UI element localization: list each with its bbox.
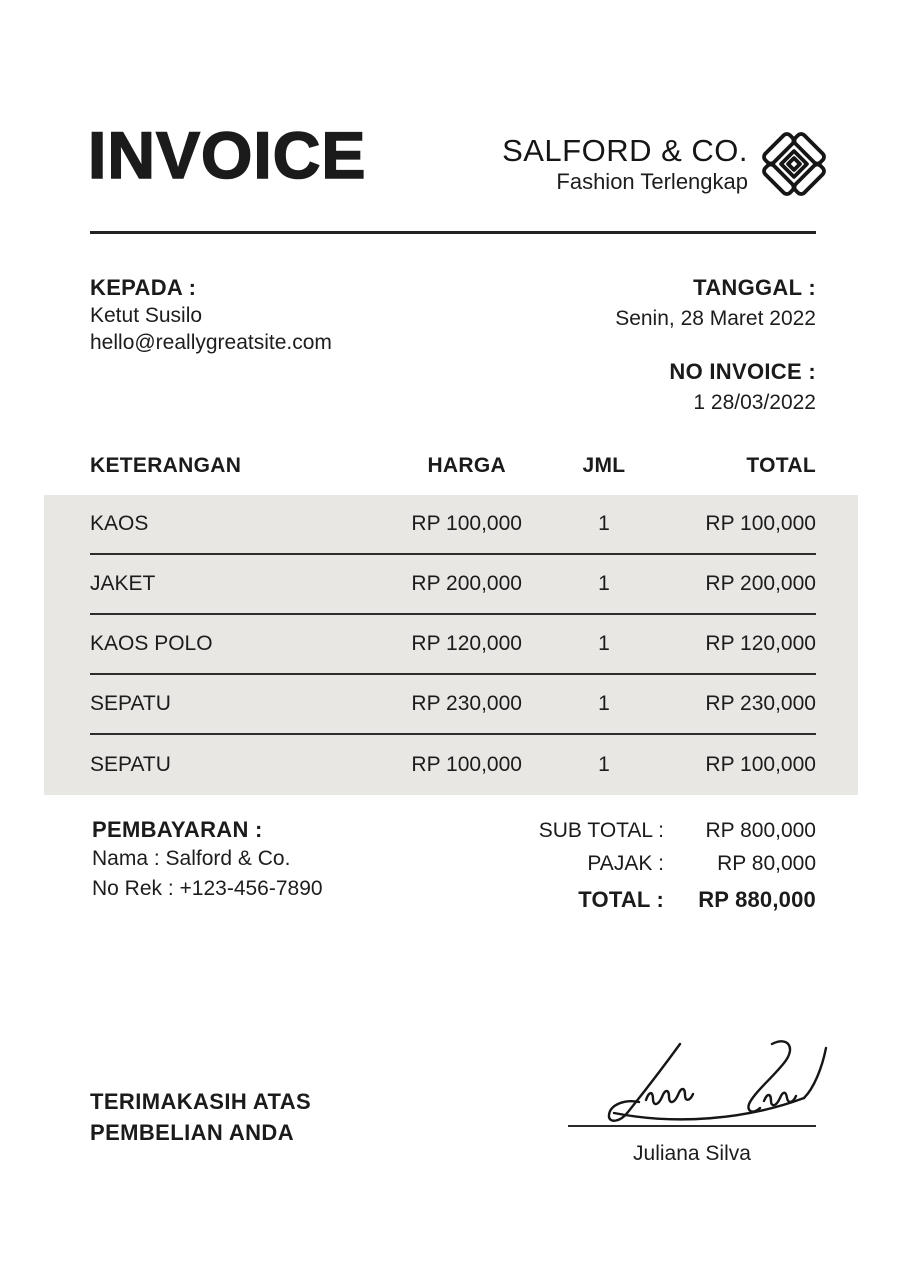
subtotal-value: RP 800,000 xyxy=(705,819,816,842)
table-row xyxy=(44,495,858,555)
thank-you-line2: PEMBELIAN ANDA xyxy=(90,1120,295,1145)
table-row xyxy=(44,615,858,675)
cell-total: RP 100,000 xyxy=(705,512,816,535)
cell-price: RP 200,000 xyxy=(411,572,522,595)
col-header-price: HARGA xyxy=(427,454,506,477)
table-row xyxy=(44,675,858,735)
col-header-qty: JML xyxy=(582,454,626,477)
cell-price: RP 230,000 xyxy=(411,692,522,715)
cell-item: SEPATU xyxy=(90,753,171,776)
table-body xyxy=(44,495,858,795)
cell-qty: 1 xyxy=(598,692,610,715)
invoice-number-value: 1 28/03/2022 xyxy=(693,391,816,414)
tax-label: PAJAK : xyxy=(587,852,664,875)
payment-label: PEMBAYARAN : xyxy=(92,817,263,842)
date-value: Senin, 28 Maret 2022 xyxy=(615,307,816,330)
company-header xyxy=(502,126,832,202)
thank-you-note xyxy=(90,1086,311,1148)
date-label: TANGGAL : xyxy=(693,275,816,300)
cell-item: JAKET xyxy=(90,572,156,595)
invoice-number-label: NO INVOICE : xyxy=(669,359,816,384)
cell-item: KAOS POLO xyxy=(90,632,213,655)
company-tagline: Fashion Terlengkap xyxy=(556,169,748,194)
invoice-meta-block xyxy=(615,274,816,416)
tax-value: RP 80,000 xyxy=(717,852,816,875)
cell-price: RP 100,000 xyxy=(411,512,522,535)
total-row xyxy=(539,885,816,915)
recipient-label: KEPADA : xyxy=(90,275,197,300)
tax-row xyxy=(539,849,816,879)
total-label: TOTAL : xyxy=(578,887,664,912)
table-header-row xyxy=(90,452,816,480)
cell-price: RP 120,000 xyxy=(411,632,522,655)
payment-block xyxy=(92,816,323,904)
cell-qty: 1 xyxy=(598,753,610,776)
header-divider xyxy=(90,231,816,234)
table-row xyxy=(44,555,858,615)
cell-total: RP 120,000 xyxy=(705,632,816,655)
company-text xyxy=(502,133,748,195)
cell-total: RP 100,000 xyxy=(705,753,816,776)
col-header-total: TOTAL xyxy=(746,454,816,477)
thank-you-line1: TERIMAKASIH ATAS xyxy=(90,1089,312,1114)
signature-line xyxy=(568,1125,816,1127)
payment-name: Nama : Salford & Co. xyxy=(92,847,291,870)
payment-account: No Rek : +123-456-7890 xyxy=(92,877,323,900)
cell-item: SEPATU xyxy=(90,692,171,715)
company-logo-icon xyxy=(756,126,832,202)
summary-block xyxy=(539,816,816,918)
col-header-item: KETERANGAN xyxy=(90,454,242,477)
cell-item: KAOS xyxy=(90,512,149,535)
recipient-email: hello@reallygreatsite.com xyxy=(90,331,332,354)
cell-total: RP 230,000 xyxy=(705,692,816,715)
cell-qty: 1 xyxy=(598,512,610,535)
cell-total: RP 200,000 xyxy=(705,572,816,595)
recipient-name: Ketut Susilo xyxy=(90,304,203,327)
recipient-block xyxy=(90,274,332,356)
signature-name: Juliana Silva xyxy=(633,1142,751,1165)
signature-graphic xyxy=(560,1038,832,1124)
page-title: INVOICE xyxy=(88,118,367,192)
cell-price: RP 100,000 xyxy=(411,753,522,776)
subtotal-label: SUB TOTAL : xyxy=(538,819,664,842)
company-name: SALFORD & CO. xyxy=(502,133,748,168)
cell-qty: 1 xyxy=(598,572,610,595)
table-row xyxy=(44,735,858,795)
cell-qty: 1 xyxy=(598,632,610,655)
subtotal-row xyxy=(539,816,816,846)
total-value: RP 880,000 xyxy=(698,887,816,912)
signature-block xyxy=(568,1038,816,1167)
